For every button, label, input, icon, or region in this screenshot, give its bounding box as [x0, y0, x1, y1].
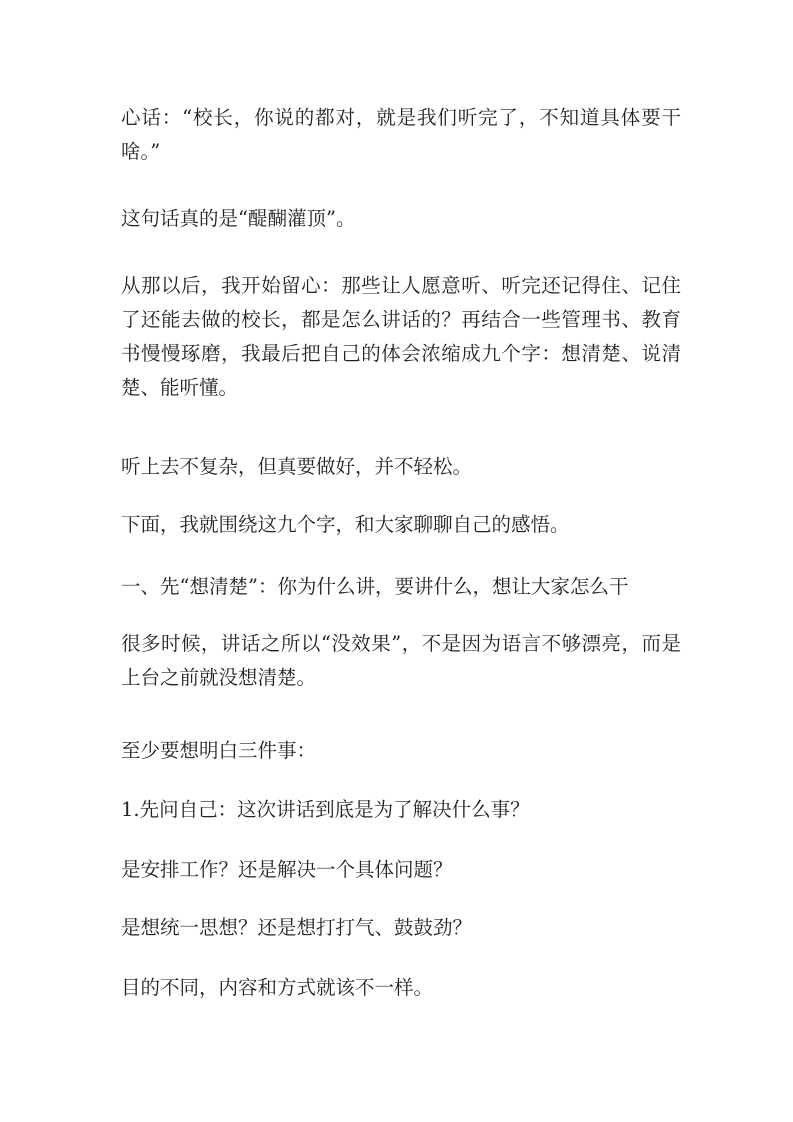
section-heading-think-clearly: 一、先“想清楚”：你为什么讲，要讲什么，想让大家怎么干: [121, 575, 629, 598]
paragraph-three-things: 至少要想明白三件事：: [121, 739, 317, 762]
paragraph-enlightenment: 这句话真的是“醍醐灌顶”。: [121, 207, 356, 230]
paragraph-unify-thinking: 是想统一思想？还是想打打气、鼓鼓劲？: [121, 916, 473, 939]
paragraph-not-easy: 听上去不复杂，但真要做好，并不轻松。: [121, 455, 473, 478]
paragraph-nine-characters: 从那以后，我开始留心：那些让人愿意听、听完还记得住、记住了还能去做的校长，都是怎么讲话的？再结合一些管理书、教育书慢慢琢磨，我最后把自己的体会浓缩成九个字：想清楚、说清楚、能听懂。: [121, 274, 681, 399]
paragraph-different-purpose: 目的不同，内容和方式就该不一样。: [121, 976, 434, 999]
paragraph-arrange-work: 是安排工作？还是解决一个具体问题？: [121, 858, 453, 881]
paragraph-share-insights: 下面，我就围绕这九个字，和大家聊聊自己的感悟。: [121, 513, 570, 536]
list-item-ask-yourself: 1.先问自己：这次讲话到底是为了解决什么事？: [121, 798, 530, 821]
paragraph-quote-teacher: 心话：“校长，你说的都对，就是我们听完了，不知道具体要干啥。”: [121, 106, 681, 163]
paragraph-no-effect: 很多时候，讲话之所以“没效果”，不是因为语言不够漂亮，而是上台之前就没想清楚。: [121, 632, 681, 689]
